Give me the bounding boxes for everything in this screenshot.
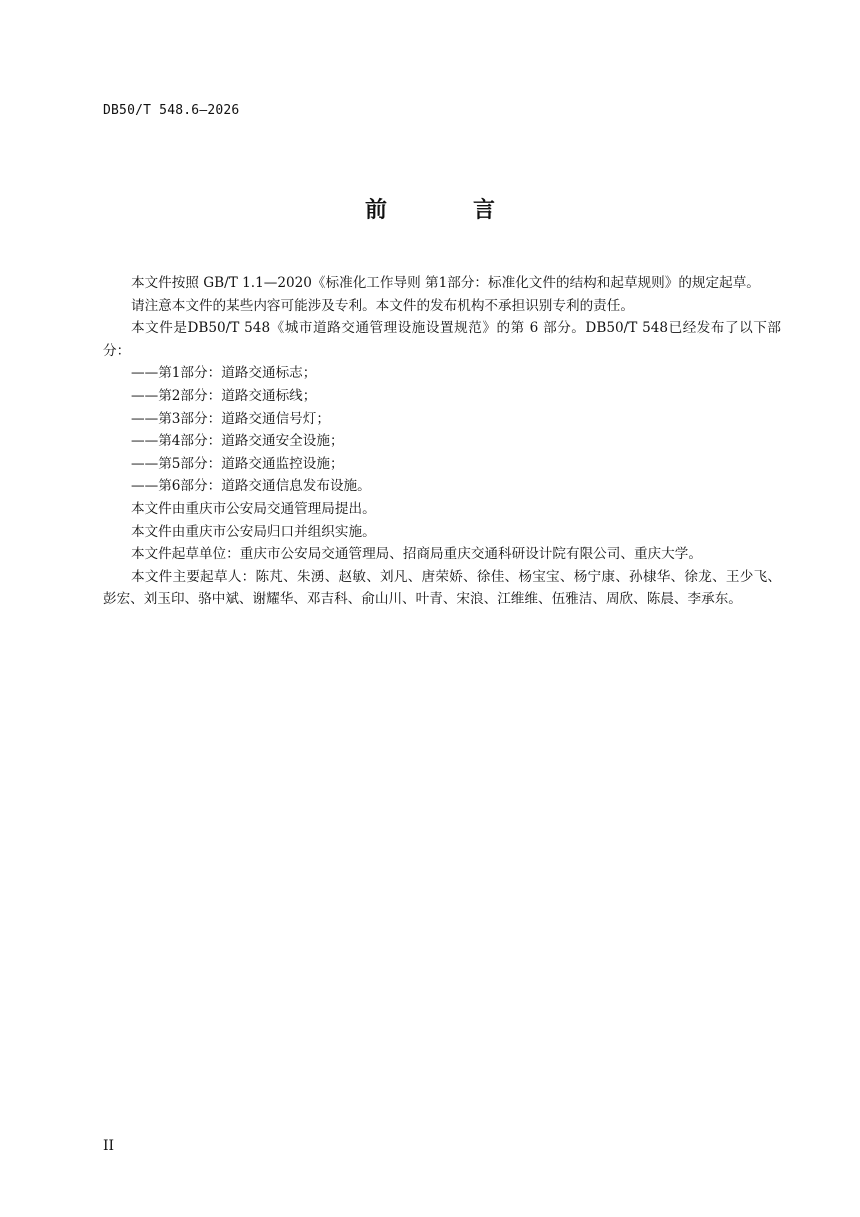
- document-code: DB50/T 548.6—2026: [103, 103, 240, 118]
- list-item-part-3: ——第3部分：道路交通信号灯；: [131, 410, 330, 427]
- list-item-part-6: ——第6部分：道路交通信息发布设施。: [131, 478, 371, 495]
- paragraph-drafters: 本文件主要起草人：陈芃、朱湧、赵敏、刘凡、唐荣娇、徐佳、杨宝宝、杨宁康、孙棣华、徐龙、王少飞、彭宏、刘玉印、骆中斌、谢耀华、邓吉科、俞山川、叶青、宋浪、江维维、伍雅洁、周欣、陈晨、李承东。: [103, 568, 781, 608]
- page-number: II: [103, 1138, 115, 1154]
- paragraph-patent-notice: 请注意本文件的某些内容可能涉及专利。本文件的发布机构不承担识别专利的责任。: [131, 297, 634, 314]
- paragraph-drafting-rule: 本文件按照 GB/T 1.1—2020《标准化工作导则 第1部分：标准化文件的结构和起草规则》的规定起草。: [131, 275, 760, 291]
- paragraph-proposer: 本文件由重庆市公安局交通管理局提出。: [131, 500, 376, 517]
- paragraph-series-intro: 本文件是DB50/T 548《城市道路交通管理设施设置规范》的第 6 部分。DB50/T 548已经发布了以下部分：: [103, 320, 781, 359]
- list-item-part-4: ——第4部分：道路交通安全设施；: [131, 433, 344, 450]
- list-item-part-2: ——第2部分：道路交通标线；: [131, 387, 317, 404]
- foreword-body: [103, 272, 781, 611]
- paragraph-administrator: 本文件由重庆市公安局归口并组织实施。: [131, 523, 376, 540]
- list-item-part-1: ——第1部分：道路交通标志；: [131, 365, 317, 382]
- list-item-part-5: ——第5部分：道路交通监控设施；: [131, 455, 344, 472]
- paragraph-drafting-units: 本文件起草单位：重庆市公安局交通管理局、招商局重庆交通科研设计院有限公司、重庆大学。: [131, 546, 702, 563]
- page-title: 前 言: [364, 198, 527, 223]
